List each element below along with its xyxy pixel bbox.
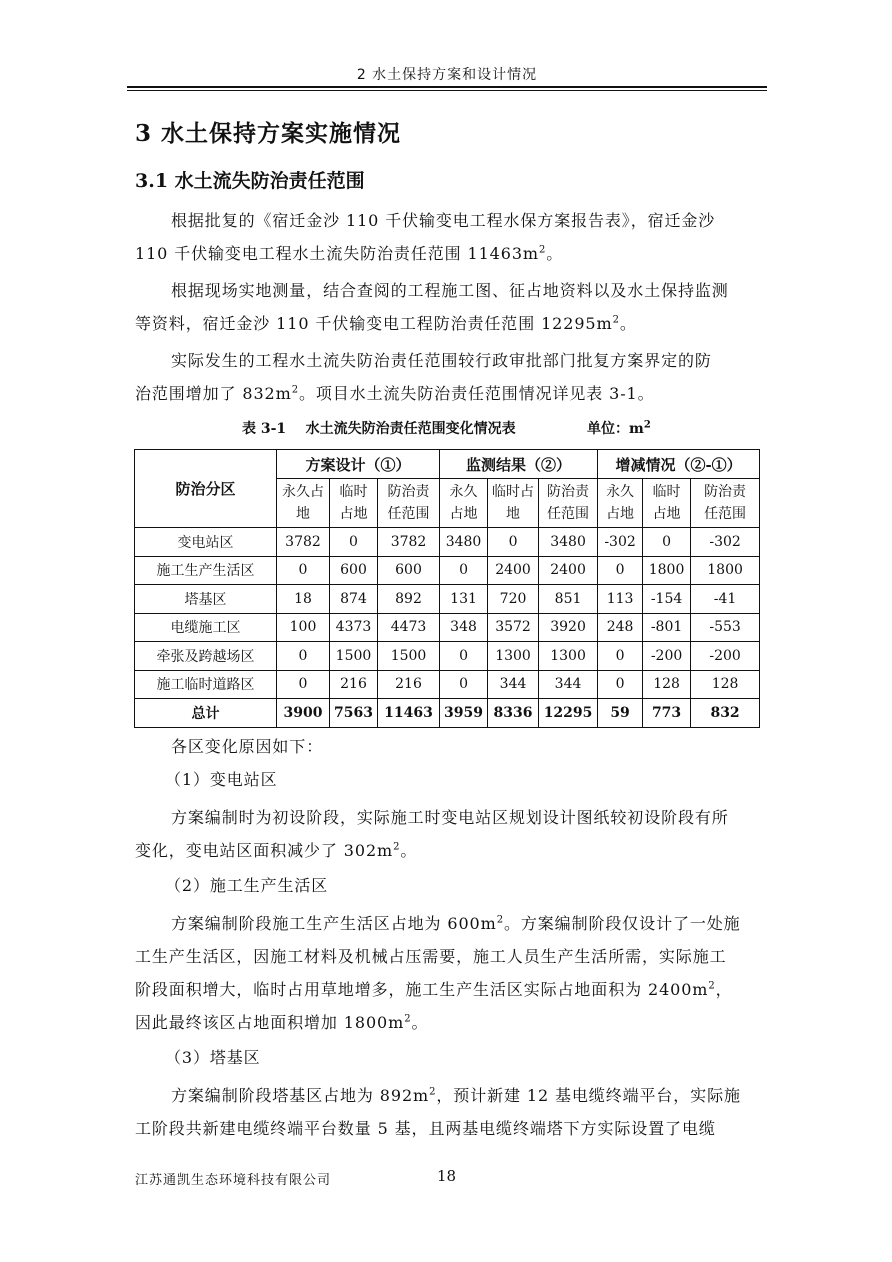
- value-cell: 0: [598, 670, 643, 699]
- sub-header-line: 占地: [449, 506, 478, 522]
- value-cell: 18: [277, 585, 330, 614]
- sub-header-line: 占地: [339, 506, 368, 522]
- reason-3-title: （3）塔基区: [165, 1048, 261, 1067]
- superscript: 2: [643, 419, 651, 431]
- value-cell: 832: [691, 699, 760, 728]
- reason-2-line2: 工生产生活区，因施工材料及机械占压需要，施工人员生产生活所需，实际施工: [135, 947, 727, 966]
- reasons-intro-block: [135, 730, 758, 763]
- value-cell: 3782: [378, 528, 440, 557]
- table-row: [135, 642, 760, 671]
- sub-header-line: 地: [506, 506, 521, 522]
- superscript: 2: [496, 914, 504, 926]
- value-cell: 59: [598, 699, 643, 728]
- value-cell: -553: [691, 613, 760, 642]
- sub-header-cell: [488, 479, 539, 528]
- value-cell: 3920: [539, 613, 598, 642]
- footer-company: 江苏通凯生态环境科技有限公司: [135, 1173, 332, 1188]
- sub-header-line: 任范围: [547, 506, 590, 522]
- group-header-change: 增减情况（②-①）: [598, 450, 760, 479]
- value-cell: 113: [598, 585, 643, 614]
- header-rule-thick: [127, 86, 767, 88]
- value-cell: 0: [598, 642, 643, 671]
- group-header-monitoring: 监测结果（②）: [440, 450, 598, 479]
- responsibility-table: [134, 449, 760, 728]
- value-cell: 0: [277, 670, 330, 699]
- value-cell: 3480: [539, 528, 598, 557]
- sub-header-line: 防治责: [387, 484, 430, 500]
- period: 。: [546, 244, 564, 263]
- reason-1-block: [135, 763, 758, 867]
- paragraph-2: [135, 274, 758, 340]
- p2-line2-text: 等资料，宿迁金沙 110 千伏输变电工程防治责任范围 12295m: [135, 314, 613, 333]
- reason-2-line3: [135, 973, 758, 1006]
- value-cell: 1800: [643, 556, 691, 585]
- value-cell: 0: [440, 642, 488, 671]
- p3-line2a: 治范围增加了 832m: [135, 384, 292, 403]
- section-title: 3 水土保持方案实施情况: [135, 120, 402, 147]
- sub-header-cell: [440, 479, 488, 528]
- value-cell: 2400: [539, 556, 598, 585]
- table-unit: [587, 418, 651, 438]
- value-cell: 874: [330, 585, 378, 614]
- zone-cell: 总计: [135, 699, 277, 728]
- p3-line2: [135, 377, 758, 410]
- reason-3-line1a: 方案编制阶段塔基区占地为 892m: [171, 1086, 430, 1105]
- value-cell: 4473: [378, 613, 440, 642]
- superscript: 2: [404, 1013, 412, 1025]
- sub-header-cell: [378, 479, 440, 528]
- zone-cell: 施工生产生活区: [135, 556, 277, 585]
- sub-header-line: 临时: [652, 484, 681, 500]
- sub-header-line: 防治责: [547, 484, 590, 500]
- p1-line2: [135, 237, 758, 270]
- superscript: 2: [429, 1086, 437, 1098]
- value-cell: 0: [277, 556, 330, 585]
- superscript: 2: [291, 384, 299, 396]
- sub-header-cell: [330, 479, 378, 528]
- table-body: [135, 528, 760, 728]
- sub-header-line: 永久: [606, 484, 635, 500]
- value-cell: 100: [277, 613, 330, 642]
- p3-line2b: 。项目水土流失防治责任范围情况详见表 3-1。: [298, 384, 655, 403]
- header-rule-thin: [127, 90, 767, 91]
- period: 。: [400, 841, 418, 860]
- value-cell: 7563: [330, 699, 378, 728]
- paragraph-1: [135, 204, 758, 270]
- table-total-row: [135, 699, 760, 728]
- zone-cell: 牵张及跨越场区: [135, 642, 277, 671]
- value-cell: -302: [691, 528, 760, 557]
- value-cell: 1500: [330, 642, 378, 671]
- zone-cell: 变电站区: [135, 528, 277, 557]
- zone-header: 防治分区: [135, 450, 277, 528]
- value-cell: 128: [643, 670, 691, 699]
- value-cell: 3572: [488, 613, 539, 642]
- sub-header-line: 占地: [652, 506, 681, 522]
- reason-2-line1b: 。方案编制阶段仅设计了一处施: [503, 914, 741, 933]
- value-cell: 773: [643, 699, 691, 728]
- sub-header-line: 占地: [606, 506, 635, 522]
- sub-header-line: 任范围: [704, 506, 747, 522]
- paragraph-3: [135, 344, 758, 410]
- value-cell: 0: [598, 556, 643, 585]
- reason-1-line2: [135, 834, 758, 867]
- reasons-intro: 各区变化原因如下：: [171, 737, 324, 756]
- p3-line1: 实际发生的工程水土流失防治责任范围较行政审批部门批复方案界定的防: [171, 351, 712, 370]
- value-cell: 344: [539, 670, 598, 699]
- table-number: 表 3-1: [242, 421, 287, 437]
- reason-3-block: [135, 1041, 758, 1145]
- table-row: [135, 556, 760, 585]
- value-cell: 0: [643, 528, 691, 557]
- reason-2-title: （2）施工生产生活区: [165, 876, 329, 895]
- table-header-row-1: [135, 450, 760, 479]
- reason-1-title: （1）变电站区: [165, 770, 278, 789]
- value-cell: 1500: [378, 642, 440, 671]
- value-cell: 600: [330, 556, 378, 585]
- sub-header-cell: [643, 479, 691, 528]
- subsection-title: 3.1 水土流失防治责任范围: [135, 170, 365, 192]
- sub-header-line: 任范围: [387, 506, 430, 522]
- value-cell: -200: [691, 642, 760, 671]
- value-cell: 348: [440, 613, 488, 642]
- group-header-plan: 方案设计（①）: [277, 450, 440, 479]
- reason-2-line1: [135, 907, 758, 940]
- value-cell: -200: [643, 642, 691, 671]
- p1-line2-text: 110 千伏输变电工程水土流失防治责任范围 11463m: [135, 244, 539, 263]
- table-row: [135, 585, 760, 614]
- value-cell: 8336: [488, 699, 539, 728]
- value-cell: 1300: [488, 642, 539, 671]
- value-cell: 248: [598, 613, 643, 642]
- value-cell: 0: [440, 556, 488, 585]
- sub-header-cell: [691, 479, 760, 528]
- value-cell: 600: [378, 556, 440, 585]
- sub-header-cell: [539, 479, 598, 528]
- reason-1-line2-text: 变化，变电站区面积减少了 302m: [135, 841, 394, 860]
- value-cell: 0: [330, 528, 378, 557]
- value-cell: 3782: [277, 528, 330, 557]
- superscript: 2: [612, 314, 620, 326]
- value-cell: 1300: [539, 642, 598, 671]
- sub-header-line: 防治责: [704, 484, 747, 500]
- running-header: 2 水土保持方案和设计情况: [356, 67, 538, 83]
- sub-header-line: 永久占: [282, 484, 324, 500]
- reason-2-line4-text: 因此最终该区占地面积增加 1800m: [135, 1013, 405, 1032]
- value-cell: 12295: [539, 699, 598, 728]
- period: 。: [619, 314, 637, 333]
- reason-2-line1a: 方案编制阶段施工生产生活区占地为 600m: [171, 914, 497, 933]
- value-cell: 720: [488, 585, 539, 614]
- value-cell: 3480: [440, 528, 488, 557]
- value-cell: 131: [440, 585, 488, 614]
- value-cell: 216: [378, 670, 440, 699]
- sub-header-line: 地: [296, 506, 310, 522]
- sub-header-line: 临时占: [492, 484, 535, 500]
- reason-2-line4: [135, 1006, 758, 1039]
- value-cell: 851: [539, 585, 598, 614]
- table-row: [135, 613, 760, 642]
- value-cell: 0: [277, 642, 330, 671]
- sub-header-line: 永久: [449, 484, 478, 500]
- caption-title-group: [242, 418, 516, 438]
- reason-3-line1: [135, 1079, 758, 1112]
- reason-3-line1b: ，预计新建 12 基电缆终端平台，实际施: [436, 1086, 741, 1105]
- period: 。: [411, 1013, 429, 1032]
- reason-1-line1: 方案编制时为初设阶段，实际施工时变电站区规划设计图纸较初设阶段有所: [171, 808, 729, 827]
- value-cell: -41: [691, 585, 760, 614]
- sub-header-cell: [598, 479, 643, 528]
- p2-line2: [135, 307, 758, 340]
- zone-cell: 电缆施工区: [135, 613, 277, 642]
- comma: ，: [715, 980, 733, 999]
- superscript: 2: [538, 244, 547, 256]
- sub-header-cell: [277, 479, 330, 528]
- table-title: 水土流失防治责任范围变化情况表: [305, 421, 516, 437]
- value-cell: 3959: [440, 699, 488, 728]
- reason-2-line3-text: 阶段面积增大，临时占用草地增多，施工生产生活区实际占地面积为 2400m: [135, 980, 709, 999]
- value-cell: -801: [643, 613, 691, 642]
- page-number: 18: [437, 1167, 457, 1185]
- value-cell: -302: [598, 528, 643, 557]
- table-row: [135, 528, 760, 557]
- superscript: 2: [708, 980, 716, 992]
- value-cell: 3900: [277, 699, 330, 728]
- p2-line1: 根据现场实地测量，结合查阅的工程施工图、征占地资料以及水土保持监测: [171, 281, 729, 300]
- value-cell: 4373: [330, 613, 378, 642]
- zone-cell: 施工临时道路区: [135, 670, 277, 699]
- value-cell: 2400: [488, 556, 539, 585]
- sub-header-line: 临时: [339, 484, 368, 500]
- reason-2-block: [135, 869, 758, 1039]
- value-cell: 344: [488, 670, 539, 699]
- unit-text: 单位：m: [587, 421, 644, 437]
- value-cell: 892: [378, 585, 440, 614]
- table-row: [135, 670, 760, 699]
- value-cell: -154: [643, 585, 691, 614]
- superscript: 2: [393, 841, 401, 853]
- p1-line1: 根据批复的《宿迁金沙 110 千伏输变电工程水保方案报告表》，宿迁金沙: [171, 211, 716, 230]
- value-cell: 11463: [378, 699, 440, 728]
- value-cell: 0: [488, 528, 539, 557]
- zone-cell: 塔基区: [135, 585, 277, 614]
- value-cell: 0: [440, 670, 488, 699]
- reason-3-line2: 工阶段共新建电缆终端平台数量 5 基，且两基电缆终端塔下方实际设置了电缆: [135, 1119, 716, 1138]
- value-cell: 216: [330, 670, 378, 699]
- value-cell: 1800: [691, 556, 760, 585]
- value-cell: 128: [691, 670, 760, 699]
